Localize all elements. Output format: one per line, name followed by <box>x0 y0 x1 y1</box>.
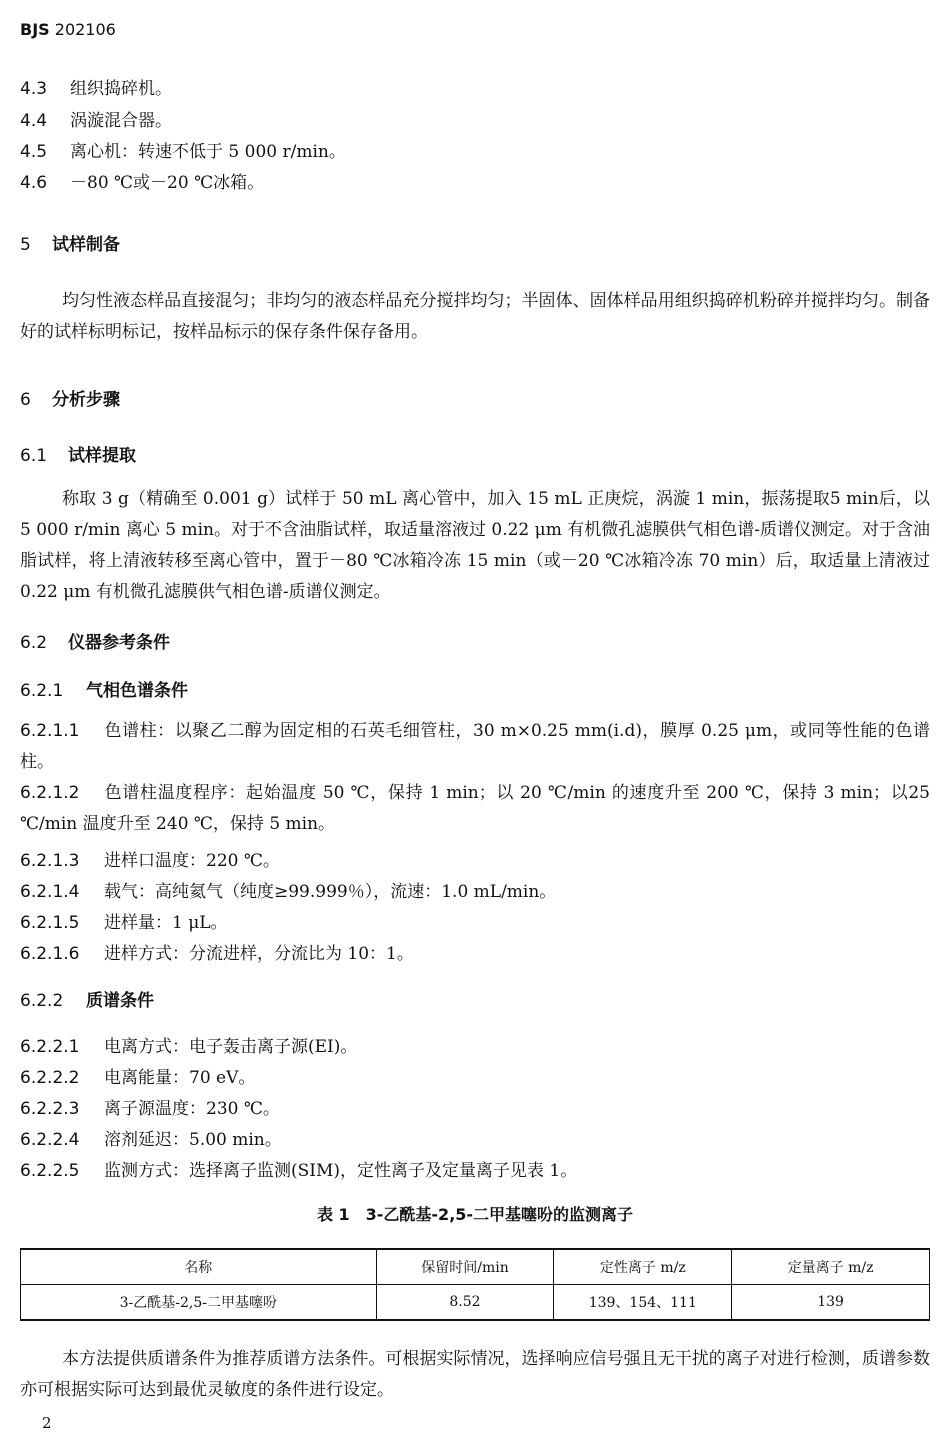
table-header-cell: 保留时间/min <box>376 1249 554 1285</box>
table-header-cell: 名称 <box>21 1249 377 1285</box>
monitoring-ions-table <box>20 1248 930 1321</box>
item-6-2-2-5: 6.2.2.5 监测方式：选择离子监测(SIM)，定性离子及定量离子见表 1。 <box>20 1161 578 1181</box>
section-6-1-text: 称取 3 g（精确至 0.001 g）试样于 50 mL 离心管中，加入 15 mL 正庚烷，涡漩 1 min，振荡提取5 min后，以 5 000 r/min 离心 5 min。对于不含油脂试样，取适量溶液过 0.22 μm 有机微孔滤膜供气相色谱-质谱仪测定。对于含油脂试样，将上清液转移至离心管中，置于－80 ℃冰箱冷冻 15 min（或－20 ℃冰箱冷冻 70 min）后，取适量上清液过 0.22 μm 有机微孔滤膜供气相色谱-质谱仪测定。 <box>20 489 930 602</box>
item-4-6: 4.6 －80 ℃或－20 ℃冰箱。 <box>20 173 265 193</box>
section-6-2-heading: 6.2 仪器参考条件 <box>20 633 170 653</box>
item-6-2-1-1: 6.2.1.1 色谱柱：以聚乙二醇为固定相的石英毛细管柱，30 m×0.25 mm(i.d)，膜厚 0.25 μm，或同等性能的色谱柱。 <box>20 721 930 772</box>
table-caption: 表 1 3-乙酰基-2,5-二甲基噻吩的监测离子 <box>316 1205 634 1224</box>
item-4-3: 4.3 组织捣碎机。 <box>20 79 172 99</box>
section-5-text: 均匀性液态样品直接混匀；非均匀的液态样品充分搅拌均匀；半固体、固体样品用组织捣碎机粉碎并搅拌均匀。制备好的试样标明标记，按样品标示的保存条件保存备用。 <box>20 291 930 342</box>
item-6-2-2-1: 6.2.2.1 电离方式：电子轰击离子源(EI)。 <box>20 1037 358 1057</box>
section-6-heading: 6 分析步骤 <box>20 390 120 410</box>
item-6-2-2-2: 6.2.2.2 电离能量：70 eV。 <box>20 1068 256 1088</box>
doc-header <box>20 20 116 39</box>
item-6-2-1-6: 6.2.1.6 进样方式：分流进样，分流比为 10：1。 <box>20 944 414 964</box>
table-header-row <box>21 1249 930 1285</box>
table-cell: 139、154、111 <box>554 1285 732 1321</box>
item-6-2-1-3: 6.2.1.3 进样口温度：220 ℃。 <box>20 851 280 871</box>
item-6-2-2-4: 6.2.2.4 溶剂延迟：5.00 min。 <box>20 1130 282 1150</box>
section-5-heading: 5 试样制备 <box>20 235 120 255</box>
table-cell: 3-乙酰基-2,5-二甲基噻吩 <box>21 1285 377 1321</box>
table-row <box>21 1285 930 1321</box>
item-6-2-1-5: 6.2.1.5 进样量：1 μL。 <box>20 913 228 933</box>
table-cell: 139 <box>732 1285 930 1321</box>
page-number: 2 <box>42 1414 52 1432</box>
closing-text: 本方法提供质谱条件为推荐质谱方法条件。可根据实际情况，选择响应信号强且无干扰的离子对进行检测，质谱参数亦可根据实际可达到最优灵敏度的条件进行设定。 <box>20 1349 930 1400</box>
item-6-2-1-4: 6.2.1.4 载气：高纯氦气（纯度≥99.999％），流速：1.0 mL/min。 <box>20 882 557 902</box>
item-6-2-1-2: 6.2.1.2 色谱柱温度程序：起始温度 50 ℃，保持 1 min；以 20 ℃/min 的速度升至 200 ℃，保持 3 min；以25 ℃/min 温度升至 240 ℃，保持 5 min。 <box>20 783 930 834</box>
item-4-4: 4.4 涡漩混合器。 <box>20 111 172 131</box>
section-6-2-1-heading: 6.2.1 气相色谱条件 <box>20 681 188 701</box>
item-6-2-2-3: 6.2.2.3 离子源温度：230 ℃。 <box>20 1099 280 1119</box>
doc-number: 202106 <box>54 20 116 39</box>
table-header-cell: 定性离子 m/z <box>554 1249 732 1285</box>
table-header-cell: 定量离子 m/z <box>732 1249 930 1285</box>
doc-code: BJS <box>20 20 50 39</box>
item-4-5: 4.5 离心机：转速不低于 5 000 r/min。 <box>20 142 346 162</box>
section-6-2-2-heading: 6.2.2 质谱条件 <box>20 991 154 1011</box>
section-6-1-heading: 6.1 试样提取 <box>20 446 136 466</box>
table-cell: 8.52 <box>376 1285 554 1321</box>
